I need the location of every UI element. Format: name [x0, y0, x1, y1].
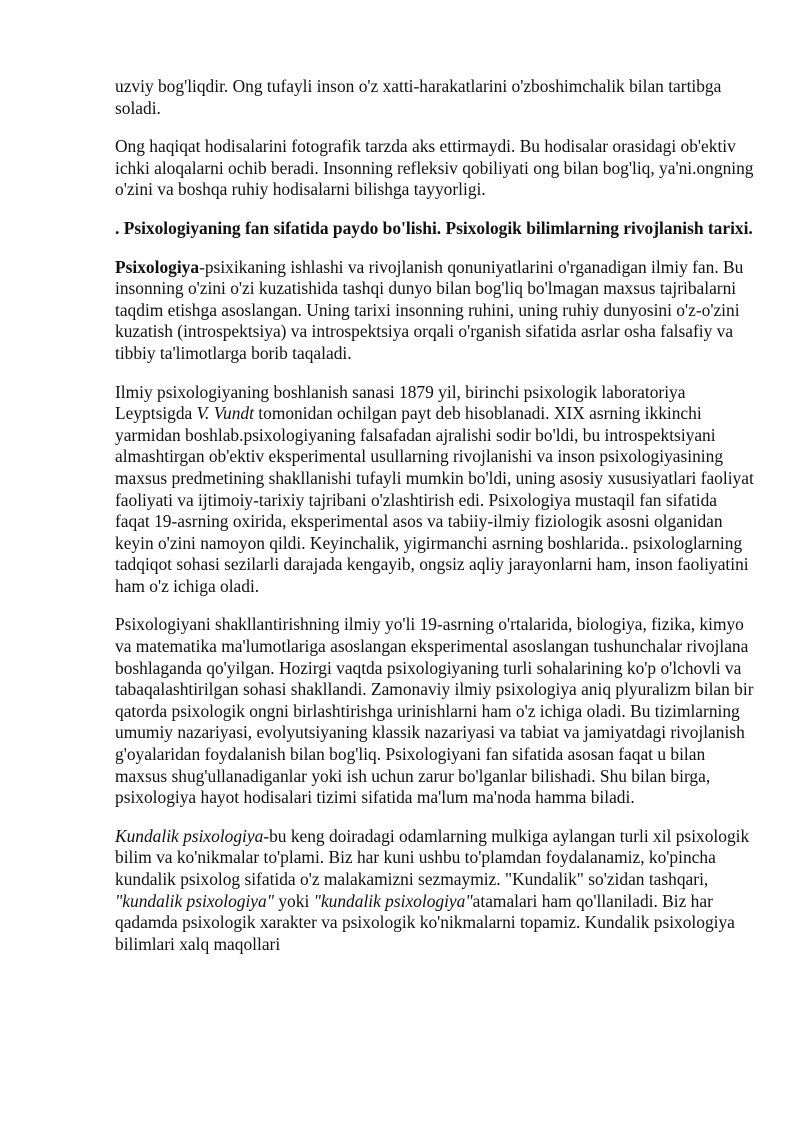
paragraph-psychology-definition: [115, 257, 755, 365]
paragraph-psychology-formation: Psixologiyani shakllantirishning ilmiy yo'li 19-asrning o'rtalarida, biologiya, fizika, kimyo va matematika ma'lumotlariga asoslangan eksperimental asoslangan tushunchalar rivojlana boshlaganda qo'yilgan. Hozirgi vaqtda psixologiyaning turli sohalarining ko'p o'lchovli va tabaqalashtirilgan sohasi shakllandi. Zamonaviy ilmiy psixologiya aniq plyuralizm bilan bir qatorda psixologik ongni birlashtirishga urinishlarni ham o'z ichiga oladi. Bu tizimlarning umumiy nazariyasi, evolyutsiyaning klassik nazariyasi va tabiat va jamiyatdagi rivojlanish g'oyalaridan foydalanish bilan bog'liq. Psixologiyani fan sifatida asosan faqat u bilan maxsus shug'ullanadiganlar yoki ish uchun zarur bo'lganlar bilishadi. Shu bilan birga, psixologiya hayot hodisalari tizimi sifatida ma'lum ma'noda hamma biladi.: [115, 614, 754, 808]
person-name: V. Vundt: [196, 403, 254, 424]
quoted-term: "kundalik psixologiya": [313, 890, 473, 911]
paragraph-everyday-psychology: [115, 826, 755, 956]
quoted-term: "kundalik psixologiya": [115, 890, 275, 911]
paragraph-consciousness-reflection: Ong haqiqat hodisalarini fotografik tarzda aks ettirmaydi. Bu hodisalar orasidagi ob'ektiv ichki aloqalarni ochib beradi. Insonning refleksiv qobiliyati ong bilan bog'liq, ya'ni.ongning o'zini va boshqa ruhiy hodisalarni bilishga tayyorligi.: [115, 136, 754, 200]
document-page: [115, 76, 755, 972]
paragraph-consciousness-regulation: uzviy bog'liqdir. Ong tufayli inson o'z xatti-harakatlarini o'zboshimchalik bilan tartibga soladi.: [115, 76, 722, 118]
paragraph-scientific-psychology-origin: [115, 382, 755, 598]
term-psixologiya: Psixologiya: [115, 256, 200, 277]
paragraph-text: -bu keng doiradagi odamlarning mulkiga aylangan turli xil psixologik bilim va ko'nikmalar to'plami. Biz har kuni ushbu to'plamdan foydalanamiz, ko'pincha kundalik psixolog sifatida o'z malakamizni sezmaymiz. "Kundalik" so'zidan tashqari,: [115, 825, 750, 889]
paragraph-text: atamalari ham qo'llaniladi. Biz har qadamda psixologik xarakter va psixologik ko'nikmalarni topamiz. Kundalik psixologiya bilimlari xalq maqollari: [115, 890, 735, 954]
paragraph-text: Ilmiy psixologiyaning boshlanish sanasi 1879 yil, birinchi psixologik laboratoriya Leyptsigda: [115, 381, 686, 424]
section-heading: . Psixologiyaning fan sifatida paydo bo'lishi. Psixologik bilimlarning rivojlanish tarixi.: [115, 217, 753, 238]
paragraph-text: tomonidan ochilgan payt deb hisoblanadi. XIX asrning ikkinchi yarmidan boshlab.psixologiyaning falsafadan ajralishi sodir bo'ldi, bu introspektsiyani almashtirgan ob'ektiv eksperimental usullarning rivojlanishi va inson psixologiyasining maxsus predmetining shakllanishi tufayli mumkin bo'ldi, uning asosiy xususiyatlari faoliyat faoliyati va ijtimoiy-tarixiy tajribani o'zlashtirish edi. Psixologiya mustaqil fan sifatida faqat 19-asrning oxirida, eksperimental asos va tabiiy-ilmiy fiziologik asosni olganidan keyin o'zini namoyon qildi. Keyinchalik, yigirmanchi asrning boshlarida.. psixologlarning tadqiqot sohasi sezilarli darajada kengayib, ongsiz aqliy jarayonlarni ham, inson faoliyatini ham o'z ichiga oladi.: [115, 403, 754, 596]
paragraph-text: -psixikaning ishlashi va rivojlanish qonuniyatlarini o'rganadigan ilmiy fan. Bu insonning o'zini o'zi kuzatishida tashqi dunyo bilan bog'liq bo'lmagan maxsus tajribalarni taqdim etishga asoslangan. Uning tarixi insonning ruhini, uning ruhiy dunyosini o'z-o'zini kuzatish (introspektsiya) va introspektsiya orqali o'rganish sifatida asrlar osha falsafiy va tibbiy ta'limotlarga borib taqaladi.: [115, 256, 744, 363]
term-kundalik-psixologiya: Kundalik psixologiya: [115, 825, 264, 846]
paragraph-text: yoki: [274, 890, 314, 911]
